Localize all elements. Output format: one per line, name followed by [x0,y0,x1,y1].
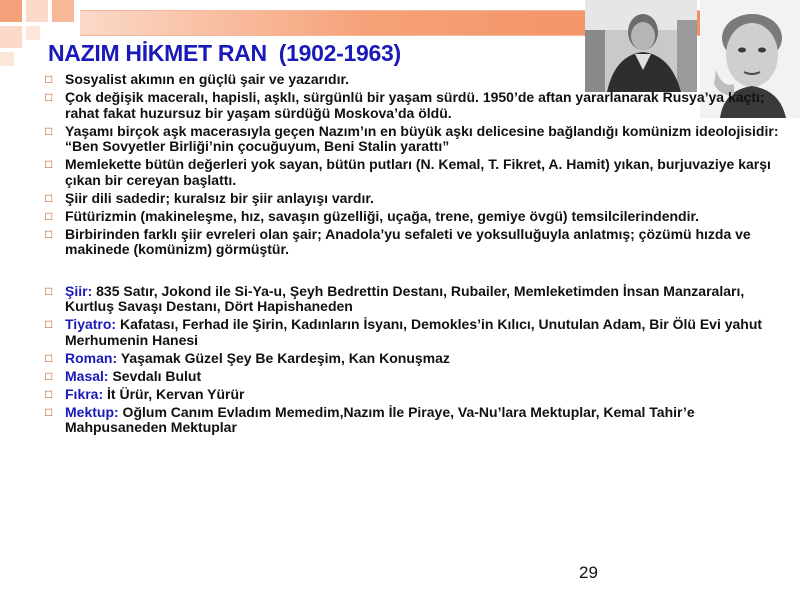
works-item [45,369,785,385]
bullet-text: Fütürizmin (makineleşme, hız, savaşın güzelliği, uçağa, trene, gemiye övgü) temsilcilerindendir. [65,207,700,224]
bullet-text: Birbirinden farklı şiir evreleri olan şair; Anadola’yu sefaleti ve yoksulluğuyla anlatmış; çözümü hızda ve makinede (komünizm) görmüştür. [65,225,751,257]
page-number: 29 [579,563,598,582]
bullet-marker-icon: □ [45,283,53,298]
works-label: Masal: [65,367,109,384]
bullet-list [45,72,785,438]
bullet-text: Sosyalist akımın en güçlü şair ve yazarıdır. [65,71,350,87]
bullet-marker-icon: □ [45,226,53,241]
works-label: Mektup: [65,403,119,420]
bullet-marker-icon: □ [45,404,53,419]
deco-square [52,0,74,22]
bullet-text: Yaşamı birçok aşk macerasıyla geçen Nazım’ın en büyük aşkı delicesine bağlandığı komünizm ideolojisidir: “Ben Sovyetler Birliği’nin çocuğuyum, Beni Stalin yarattı” [65,122,779,154]
works-item [45,387,785,403]
deco-square [26,0,48,22]
works-text: Sevdalı Bulut [108,367,202,384]
title-name: NAZIM HİKMET RAN [48,40,267,66]
bullet-marker-icon: □ [45,123,53,138]
bullet-marker-icon: □ [45,208,53,223]
list-item [45,124,785,155]
bullet-marker-icon: □ [45,190,53,205]
bullet-marker-icon: □ [45,157,53,171]
deco-square [0,26,22,48]
deco-square [0,0,22,22]
works-label: Roman: [65,349,118,366]
bullet-marker-icon: □ [45,386,53,401]
works-item [45,351,785,367]
works-text: Oğlum Canım Evladım Memedim,Nazım İle Piraye, Va-Nu’lara Mektuplar, Kemal Tahir’e Mahpusaneden Mektuplar [65,403,695,435]
bullet-marker-icon: □ [45,90,53,104]
works-text: 835 Satır, Jokond ile Si-Ya-u, Şeyh Bedrettin Destanı, Rubailer, Memleketimden İnsan Manzaraları, Kurtluş Savaşı Destanı, Dört Hapishaneden [65,282,745,314]
bullet-marker-icon: □ [45,368,53,383]
list-item [45,157,785,188]
title-years: (1902-1963) [278,40,401,66]
works-item [45,284,785,315]
deco-square [26,26,40,40]
deco-square [0,52,14,66]
list-item [45,191,785,207]
bullet-marker-icon: □ [45,317,53,331]
works-label: Tiyatro: [65,316,117,332]
list-item [45,90,785,121]
list-item [45,227,785,258]
bullet-marker-icon: □ [45,350,53,365]
bullet-text: Çok değişik maceralı, hapisli, aşklı, sürgünlü bir yaşam sürdü. 1950’de aftan yararlanarak Rusya’ya kaçtı; rahat fakat huzursuz bir yaşam sürdüğü Moskova’da öldü. [65,89,765,121]
works-label: Şiir: [65,282,93,299]
works-label: Fıkra: [65,385,104,402]
bullet-text: Şiir dili sadedir; kuralsız bir şiir anlayışı vardır. [65,189,374,206]
slide-title [48,40,401,67]
works-item [45,405,785,436]
list-item [45,72,785,88]
list-item [45,209,785,225]
bullet-text: Memlekette bütün değerleri yok sayan, bütün putları (N. Kemal, T. Fikret, A. Hamit) yıkan, burjuvaziye karşı çıkan bir cereyan başlattı. [65,156,771,188]
works-text: Kafatası, Ferhad ile Şirin, Kadınların İsyanı, Demokles’in Kılıcı, Unutulan Adam, Bir Ölü Evi yahut Merhumenin Hanesi [65,316,763,348]
works-item [45,317,785,348]
works-text: İt Ürür, Kervan Yürür [103,385,245,402]
bullet-marker-icon: □ [45,72,53,86]
works-text: Yaşamak Güzel Şey Be Kardeşim, Kan Konuşmaz [117,349,450,366]
